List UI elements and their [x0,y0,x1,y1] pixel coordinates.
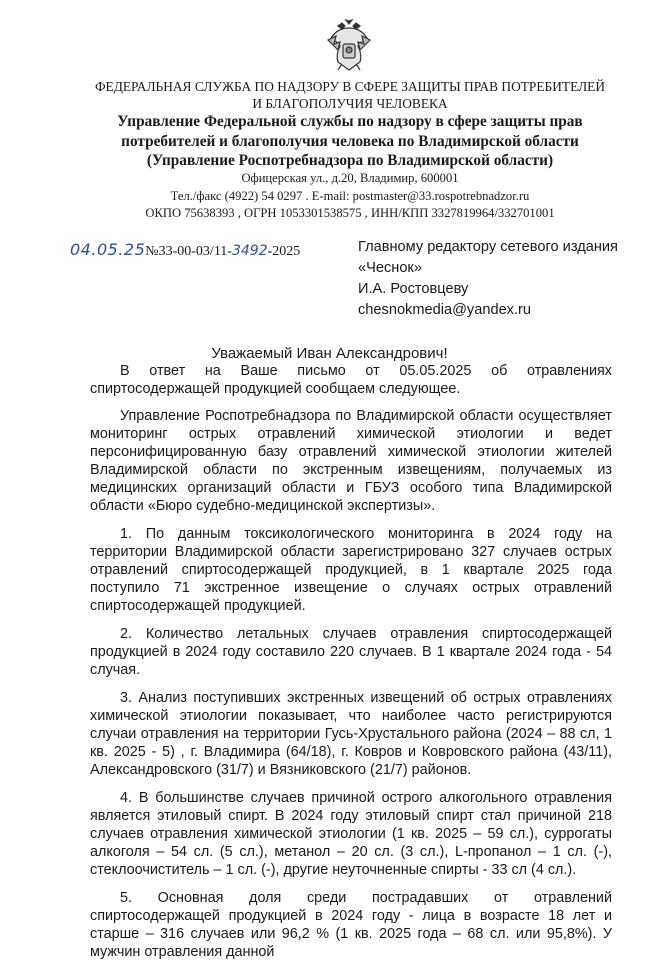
paragraph-item-1: 1. По данным токсикологического мониторинга в 2024 году на территории Владимирской области зарегистрировано 327 случаев острых отравлений спиртосодержащей продукцией, в 1 квартале 2025 года поступило 71 экстренное извещение о случаях острых отравлений спиртосодержащей продукцией. [90,526,612,614]
recipient-block [358,237,618,321]
handwritten-date: 04.05.25 [70,240,146,259]
department-name [70,112,630,171]
department-line-3: (Управление Роспотребнадзора по Владимирской области) [146,152,554,169]
registry-codes: ОКПО 75638393 , ОГРН 1053301538575 , ИНН/КПП 3327819964/332701001 [145,206,555,220]
department-line-2: потребителей и благополучия человека по Владимирской области [121,132,579,150]
contact-block [60,170,640,223]
paragraph-item-2: 2. Количество летальных случаев отравления спиртосодержащей продукцией в 2024 году составило 220 случаев. В 1 квартале 2024 года - 54 случая. [90,626,612,678]
coat-of-arms-emblem [326,18,372,74]
agency-line-2: И БЛАГОПОЛУЧИЯ ЧЕЛОВЕКА [252,96,448,111]
department-line-1: Управление Федеральной службы по надзору в сфере защиты прав [117,113,583,130]
paragraph-intro: В ответ на Ваше письмо от 05.05.2025 об отравлениях спиртосодержащей продукцией сообщаем следующее. [90,363,612,397]
paragraph-monitoring: Управление Роспотребнадзора по Владимирской области осуществляет мониторинг острых отравлений химической этиологии и ведет персонифицированную базу отравлений химической этиологии жителей Владимирской области по экстренным извещениям, получаемых из медицинских организаций области и ГБУЗ особого типа Владимирской области «Бюро судебно-медицинской экспертизы». [90,408,612,514]
agency-line-1: ФЕДЕРАЛЬНАЯ СЛУЖБА ПО НАДЗОРУ В СФЕРЕ ЗАЩИТЫ ПРАВ ПОТРЕБИТЕЛЕЙ [94,79,606,94]
recipient-position: Главному редактору сетевого издания [358,239,618,255]
address: Офицерская ул., д.20, Владимир, 600001 [241,171,459,185]
letter-body [90,362,612,971]
reg-number-suffix: -2025 [267,244,301,259]
paragraph-item-4: 4. В большинстве случаев причиной острого алкогольного отравления является этиловый спирт. В 2024 году этиловый спирт стал причиной 218 случаев отравления химической этиологии (1 кв. 2025 – 59 сл.), суррогаты алкоголя – 54 сл. (5 сл.), метанол – 20 сл. (3 сл.), L-пропанол – 1 сл. (-), стеклоочиститель – 1 сл. (-), другие неуточненные спирты - 33 сл (4 сл.). [90,790,612,878]
recipient-name: И.А. Ростовцеву [358,281,469,297]
recipient-outlet: «Чеснок» [358,260,422,276]
handwritten-reg-number: 3492 [231,243,268,259]
phone-email: Тел./факс (4922) 54 0297 . E-mail: postmaster@33.rospotrebnadzor.ru [170,188,530,203]
reg-number-prefix: №33-00-03/11- [145,244,232,259]
salutation: Уважаемый Иван Александрович! [211,345,448,362]
recipient-email: chesnokmedia@yandex.ru [358,302,532,318]
paragraph-item-5: 5. Основная доля среди пострадавших от отравлений спиртосодержащей продукцией в 2024 году - лица в возрасте 18 лет и старше – 316 случаев или 96,2 % (1 кв. 2025 года – 68 сл. или 95,8%). У мужчин отравления данной [90,890,612,960]
registration-line [70,240,300,260]
paragraph-item-3: 3. Анализ поступивших экстренных извещений об острых отравлениях химической этиологии показывает, что наиболее часто регистрируются случаи отравления на территории Гусь-Хрустального района (2024 – 88 сл, 1 кв. 2025 - 5) , г. Владимира (64/18), г. Ковров и Ковровского района (43/11), Александровского (31/7) и Вязниковского (21/7) районов. [90,690,612,778]
agency-name [60,78,640,112]
